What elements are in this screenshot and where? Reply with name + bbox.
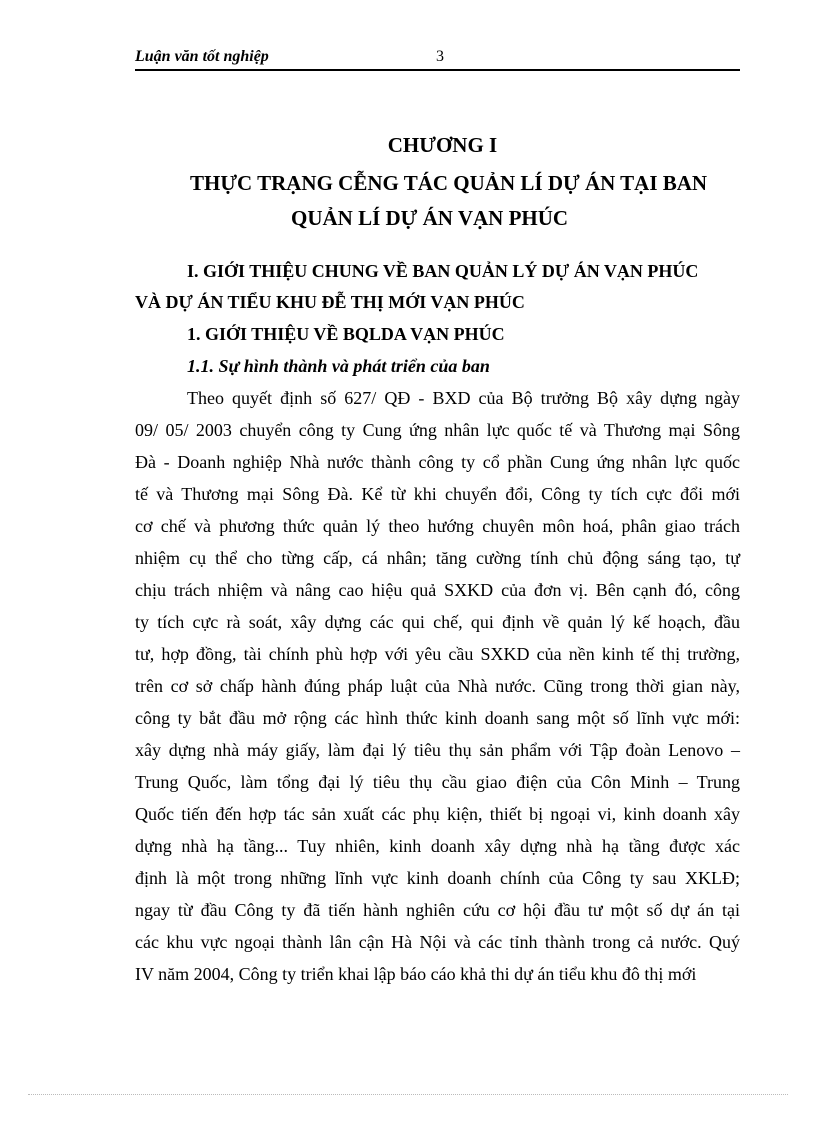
chapter-title-line-1: THỰC TRẠNG CỄNG TÁC QUẢN LÍ DỰ ÁN TẠI BAN [190, 171, 708, 195]
subsection-heading: 1. GIỚI THIỆU VỀ BQLDA VẠN PHÚC [187, 324, 505, 344]
chapter-label: CHƯƠNG I [387, 133, 498, 157]
body-line: định là một trong những lĩnh vực kinh doanh chính của Công ty sau XKLĐ; [135, 868, 740, 888]
body-line: cơ chế và phương thức quản lý theo hướng chuyên môn hoá, phân giao trách [135, 516, 740, 536]
body-line: xây dựng nhà máy giấy, làm đại lý tiêu thụ sản phẩm với Tập đoàn Lenovo – [135, 740, 740, 760]
chapter-title-line-2: QUẢN LÍ DỰ ÁN VẠN PHÚC [291, 206, 569, 230]
body-line: Theo quyết định số 627/ QĐ - BXD của Bộ trưởng Bộ xây dựng ngày [187, 388, 740, 408]
page-number: 3 [436, 48, 444, 65]
body-line: ngay từ đầu Công ty đã tiến hành nghiên cứu cơ hội đầu tư một số dự án tại [135, 900, 740, 920]
running-header-title: Luận văn tốt nghiệp [135, 48, 269, 65]
body-line: Trung Quốc, làm tổng đại lý tiêu thụ cầu giao điện của Côn Minh – Trung [135, 772, 740, 792]
body-line: IV năm 2004, Công ty triển khai lập báo cáo khả thi dự án tiểu khu đô thị mới [135, 964, 697, 984]
body-line: tư, hợp đồng, tài chính phù hợp với yêu cầu SXKD của nền kinh tế thị trường, [135, 644, 740, 664]
section-heading-line-1: I. GIỚI THIỆU CHUNG VỀ BAN QUẢN LÝ DỰ ÁN VẠN PHÚC [187, 261, 699, 281]
body-line: dựng nhà hạ tầng... Tuy nhiên, kinh doanh xây dựng nhà hạ tầng được xác [135, 836, 740, 856]
page-bottom-edge [28, 1094, 788, 1095]
body-line: nhiệm cụ thể cho từng cấp, cá nhân; tăng cường tính chủ động sáng tạo, tự [135, 548, 740, 568]
body-line: Quốc tiến đến hợp tác sản xuất các phụ kiện, thiết bị ngoại vi, kinh doanh xây [135, 804, 740, 824]
body-line: Đà - Doanh nghiệp Nhà nước thành công ty cổ phần Cung ứng nhân lực quốc [135, 452, 740, 472]
body-line: trên cơ sở chấp hành đúng pháp luật của Nhà nước. Cũng trong thời gian này, [135, 676, 740, 696]
body-line: tế và Thương mại Sông Đà. Kể từ khi chuyển đổi, Công ty tích cực đổi mới [135, 484, 740, 504]
body-line: 09/ 05/ 2003 chuyển công ty Cung ứng nhân lực quốc tế và Thương mại Sông [135, 420, 740, 440]
body-line: chịu trách nhiệm và nâng cao hiệu quả SXKD của đơn vị. Bên cạnh đó, công [135, 580, 740, 600]
header-divider [135, 69, 740, 71]
section-heading-line-2: VÀ DỰ ÁN TIỂU KHU ĐỄ THỊ MỚI VẠN PHÚC [135, 292, 525, 312]
body-line: các khu vực ngoại thành lân cận Hà Nội và các tỉnh thành trong cả nước. Quý [135, 932, 740, 952]
body-line: công ty bắt đầu mở rộng các hình thức kinh doanh sang một số lĩnh vực mới: [135, 708, 740, 728]
subsubsection-heading: 1.1. Sự hình thành và phát triển của ban [187, 356, 490, 376]
body-line: ty tích cực rà soát, xây dựng các qui chế, qui định về quản lý kế hoạch, đầu [135, 612, 740, 632]
